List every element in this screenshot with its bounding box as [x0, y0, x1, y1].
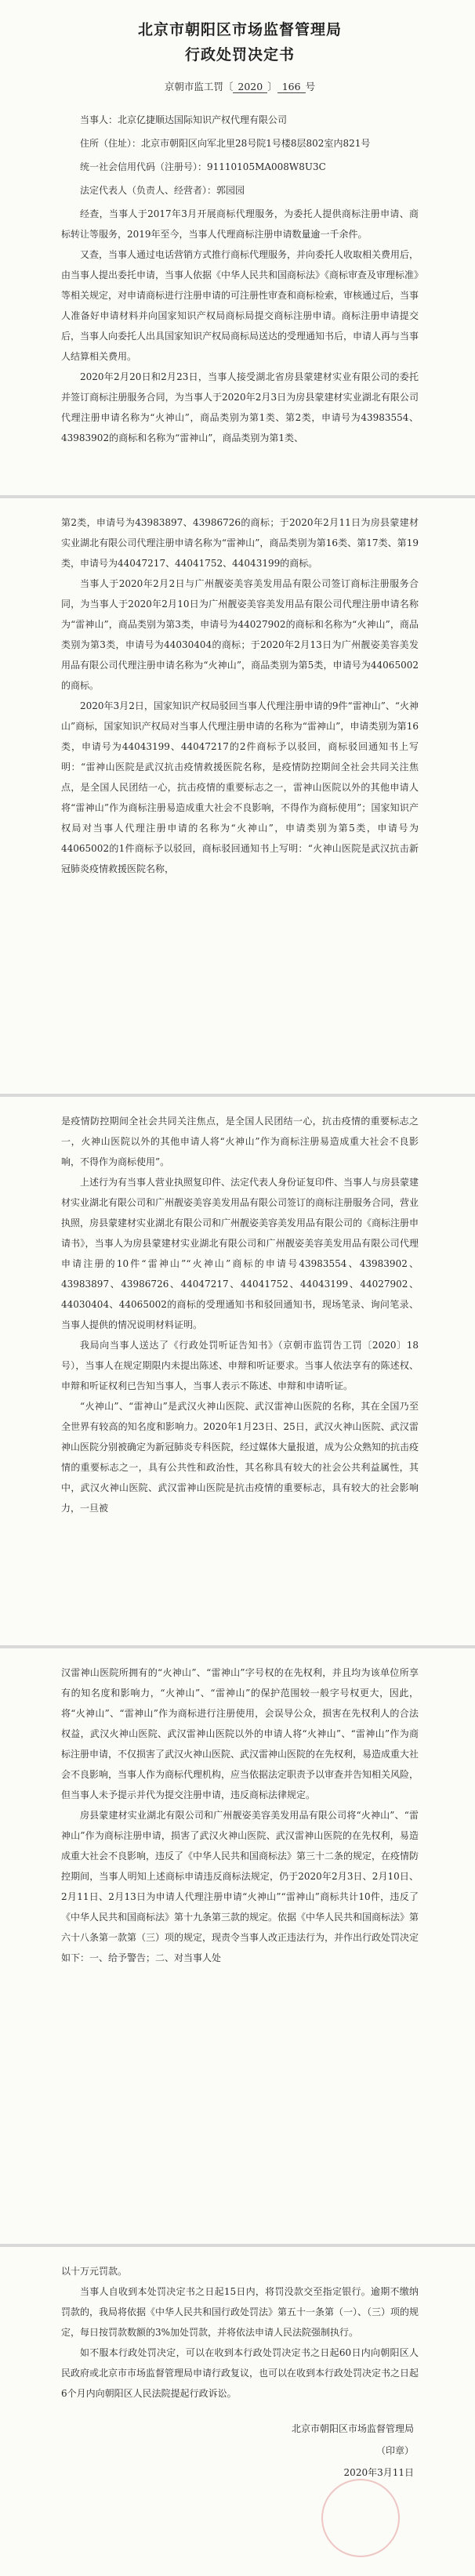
document-page-4	[0, 1648, 475, 2244]
paragraph: 如不服本行政处罚决定，可以在收到本行政处罚决定书之日起60日内向朝阳区人民政府或北京市市场监督管理局申请行政复议，也可以在收到本行政处罚决定书之日起6个月内向朝阳区人民法院提起行政诉讼。	[61, 2347, 419, 2399]
document-number	[61, 77, 419, 97]
official-seal-icon	[321, 2479, 400, 2557]
doc-number-serial: 166	[277, 81, 306, 93]
doc-number-mid: 〕	[267, 81, 277, 92]
party-credit-code: 统一社会信用代码（注册号）：91110105MA008W8U3C	[80, 161, 326, 172]
document-page-3	[0, 1097, 475, 1645]
paragraph: 经查，当事人于2017年3月开展商标代理服务，为委托人提供商标注册申请、商标转让等服务，2019年至今，当事人代理商标注册申请数量逾一千余件。	[61, 208, 419, 240]
paragraph: 是疫情防控期间全社会共同关注焦点，是全国人民团结一心，抗击疫情的重要标志之一，火神山医院以外的其他申请人将“火神山”作为商标注册易造成重大社会不良影响，不得作为商标使用”。	[61, 1116, 419, 1167]
paragraph: 汉雷神山医院所拥有的“火神山”、“雷神山”字号权的在先权利，并且均为该单位所享有的知名度和影响力，“火神山”、“雷神山”的保护范围较一般字号权更大，因此，将“火神山”、“雷神山”作为商标进行注册使用，会误导公众，损害在先权利人的合法权益，武汉火神山医院、武汉雷神山医院以外的申请人将“火神山”、“雷神山”作为商标注册申请，不仅损害了武汉火神山医院、武汉雷神山医院的在先权利，易造成重大社会不良影响，当事人作为商标代理机构，应当依据法定职责予以审查并告知相关风险，但当事人未予提示并代为提交注册申请，违反商标法律规定。	[61, 1667, 419, 1800]
paragraph: 2020年3月2日，国家知识产权局驳回当事人代理注册申请的9件“雷神山”、“火神山”商标，国家知识产权局对当事人代理注册申请的名称为“雷神山”，申请类别为第16类，申请号为44043199、44047217的2件商标予以驳回，商标驳回通知书上写明：“雷神山医院是武汉抗击疫情救援医院名称，是疫情防控期间全社会共同关注焦点，是全国人民团结一心，抗击疫情的重要标志之一，雷神山医院以外的其他申请人将“雷神山”作为商标注册易造成重大社会不良影响，不得作为商标使用”；国家知识产权局对当事人代理注册申请的名称为“火神山”，申请类别为第5类，申请号为44065002的1件商标予以驳回，商标驳回通知书上写明：“火神山医院是武汉抗击新冠肺炎疫情救援医院名称，	[61, 700, 419, 874]
document-page-1	[0, 0, 475, 495]
paragraph: 房县蒙建材实业湖北有限公司和广州靓姿美容美发用品有限公司将“火神山”、“雷神山”作为商标注册申请，损害了武汉火神山医院、武汉雷神山医院的在先权利，易造成重大社会不良影响，违反了《中华人民共和国商标法》第三十二条的规定，在疫情防控期间，当事人明知上述商标申请违反商标法规定，仍于2020年2月3日、2月10日、2月11日、2月13日为申请人代理注册申请“火神山”“雷神山”商标共计10件，违反了《中华人民共和国商标法》第十九条第三款的规定。依据《中华人民共和国商标法》第六十八条第一款第（三）项的规定，现责令当事人改正违法行为，并作出行政处罚决定如下：一、给予警告；二、对当事人处	[61, 1810, 419, 1963]
document-title-line2: 行政处罚决定书	[184, 46, 295, 63]
paragraph: 又查，当事人通过电话营销方式推行商标代理服务，并向委托人收取相关费用后，由当事人提出委托申请，当事人依据《中华人民共和国商标法》《商标审查及审理标准》等相关规定，对申请商标进行注册申请的可注册性审查和商标检索，审核通过后，当事人准备好申请材料并向国家知识产权局商标局提交商标注册申请。商标注册申请提交后，当事人向委托人出具国家知识产权局商标局送达的受理通知书后，申请人再与当事人结算相关费用。	[61, 249, 419, 362]
paragraph: 上述行为有当事人营业执照复印件、法定代表人身份证复印件、当事人与房县蒙建材实业湖北有限公司和广州靓姿美容美发用品有限公司签订的商标注册服务合同，营业执照，房县蒙建材实业湖北有限公司和广州靓姿美容美发用品有限公司的《商标注册申请书》，当事人为房县蒙建材实业湖北有限公司和广州靓姿美容美发用品有限公司代理申请注册的10件“雷神山”“火神山”商标的申请号43983554、43983902、43983897、43986726、44047217、44041752、44043199、44027902、44030404、44065002的商标的受理通知书和驳回通知书，现场笔录、询问笔录、当事人提供的情况说明材料证明。	[61, 1177, 419, 1330]
document-page-5	[0, 2247, 475, 2576]
signature-org: 北京市朝阳区市场监督管理局	[291, 2423, 414, 2434]
signature-date: 2020年3月11日	[343, 2467, 414, 2478]
signature-block	[61, 2418, 419, 2484]
party-info	[61, 110, 419, 201]
paragraph: 第2类，申请号为43983897、43986726的商标；于2020年2月11日为房县蒙建材实业湖北有限公司代理注册申请名称为“雷神山”，商品类别为第16类、第17类、第19类，申请号为44047217、44041752、44043199的商标。	[61, 517, 419, 569]
paragraph: 我局向当事人送达了《行政处罚听证告知书》（京朝市监罚告工罚〔2020〕18号），当事人在规定期限内未提出陈述、申辩和听证要求。当事人依法享有的陈述权、申辩和听证权利已告知当事人，当事人表示不陈述、申辩和申请听证。	[61, 1340, 419, 1391]
doc-number-prefix: 京朝市监工罚〔	[164, 81, 234, 92]
document-page-2	[0, 498, 475, 1094]
paragraph: “火神山”、“雷神山”是武汉火神山医院、武汉雷神山医院的名称，其在全国乃至全世界有较高的知名度和影响力。2020年1月23日、25日，武汉火神山医院、武汉雷神山医院分别被确定为新冠肺炎专科医院，经过媒体大量报道，成为公众熟知的抗击疫情的重要标志之一，具有公共性和政治性，其名称具有较大的社会公共利益属性，其中，武汉火神山医院、武汉雷神山医院是抗击疫情的重要标志，具有较大的社会影响力，一旦被	[61, 1401, 419, 1514]
paragraph: 2020年2月20日和2月23日，当事人接受湖北省房县蒙建材实业有限公司的委托并签订商标注册服务合同，为当事人于2020年2月3日为房县蒙建材实业湖北有限公司代理注册申请名称为“火神山”，商品类别为第1类、第2类，申请号为43983554、43983902的商标和名称为“雷神山”，商品类别为第1类、	[61, 371, 419, 443]
party-address: 住所（住址）：北京市朝阳区向军北里28号院1号楼8层802室内821号	[80, 138, 371, 149]
paragraph: 当事人自收到本处罚决定书之日起15日内，将罚没款交至指定银行。逾期不缴纳罚款的，我局将依据《中华人民共和国行政处罚法》第五十一条第（一）、（三）项的规定，每日按罚款数额的3%加处罚款，并将依法申请人民法院强制执行。	[61, 2286, 419, 2338]
signature-seal-note: （印章）	[375, 2445, 414, 2456]
paragraph: 当事人于2020年2月2日与广州靓姿美容美发用品有限公司签订商标注册服务合同，为当事人于2020年2月10日为广州靓姿美容美发用品有限公司代理注册申请名称为“雷神山”，商品类别为第3类，申请号为44027902的商标和名称为“火神山”，商品类别为第3类，申请号为44030404的商标；于2020年2月13日为广州靓姿美容美发用品有限公司代理注册申请名称为“火神山”，商品类别为第5类，申请号为44065002的商标。	[61, 578, 419, 691]
doc-number-suffix: 号	[305, 81, 316, 92]
party-legal-rep: 法定代表人（负责人、经营者）：郭园园	[80, 185, 245, 196]
party-name: 当事人：北京亿捷顺达国际知识产权代理有限公司	[80, 114, 288, 125]
paragraph: 以十万元罚款。	[61, 2266, 128, 2277]
doc-number-year: 2020	[233, 81, 267, 93]
document-title-line1: 北京市朝阳区市场监督管理局	[137, 21, 342, 38]
